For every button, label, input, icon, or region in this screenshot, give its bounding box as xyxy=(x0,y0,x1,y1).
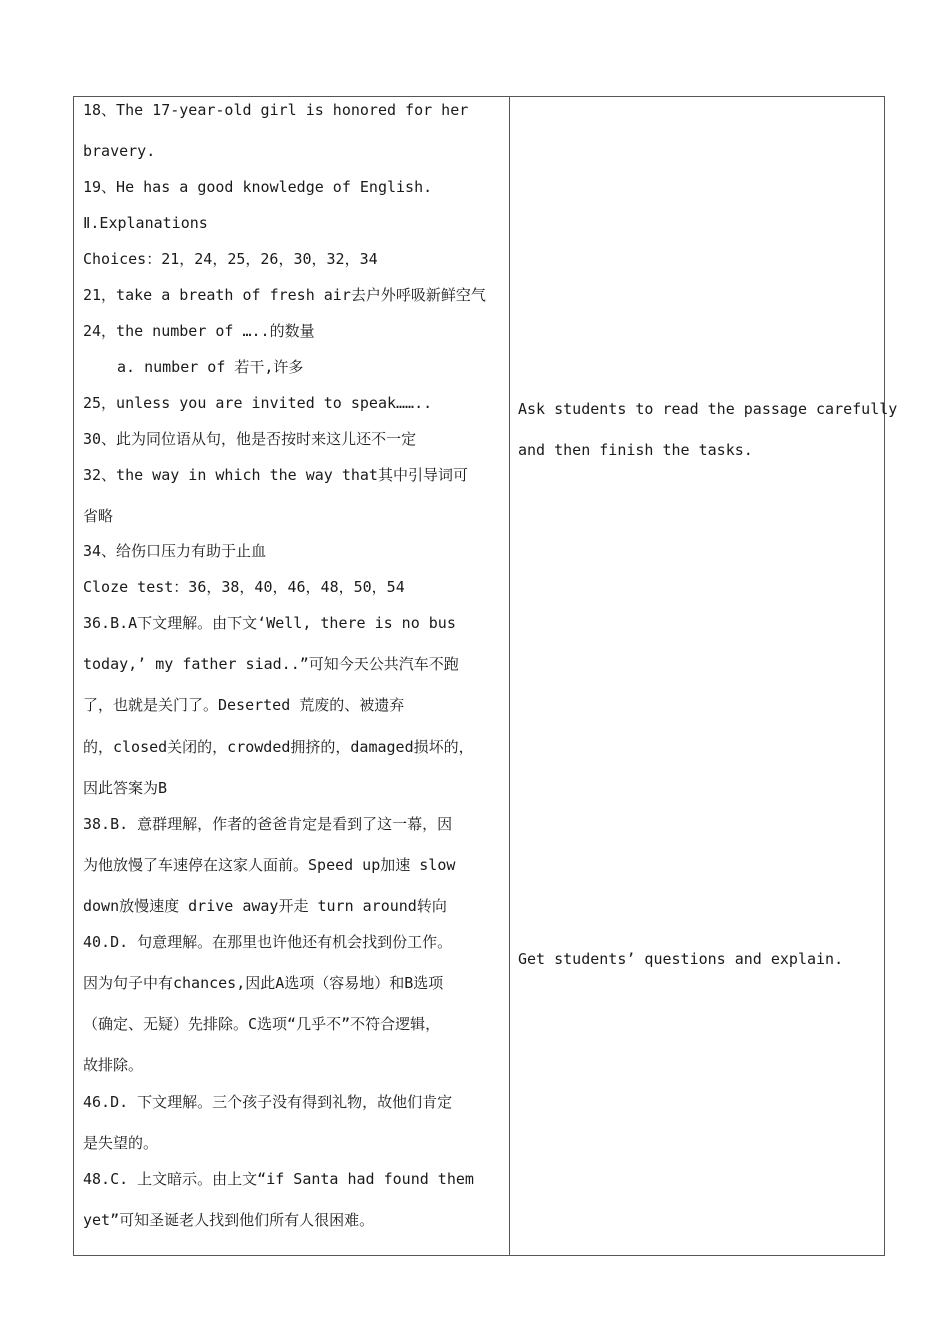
lesson-table xyxy=(73,96,898,1256)
text-line: 因为句子中有chances,因此A选项（容易地）和B选项 xyxy=(83,974,444,992)
text-line: 40.D. 句意理解。在那里也许他还有机会找到份工作。 xyxy=(83,933,453,951)
text-line: 48.C. 上文暗示。由上文“if Santa had found them xyxy=(83,1170,474,1188)
text-line: 36.B.A下文理解。由下文‘Well, there is no bus xyxy=(83,614,456,632)
text-line: 是失望的。 xyxy=(83,1134,159,1152)
text-line: a. number of 若干,许多 xyxy=(117,358,304,376)
text-line: 21，take a breath of fresh air去户外呼吸新鲜空气 xyxy=(83,286,486,304)
text-line: yet”可知圣诞老人找到他们所有人很困难。 xyxy=(83,1211,375,1229)
text-line: 25，unless you are invited to speak…….. xyxy=(83,394,433,412)
section-heading: Cloze test：36，38，40，46，48，50，54 xyxy=(83,578,405,596)
text-line: bravery. xyxy=(83,142,156,160)
text-line: today,’ my father siad..”可知今天公共汽车不跑 xyxy=(83,655,459,673)
text-line: 为他放慢了车速停在这家人面前。Speed up加速 slow xyxy=(83,856,456,874)
text-line: 38.B. 意群理解，作者的爸爸肯定是看到了这一幕，因 xyxy=(83,815,453,833)
text-line: down放慢速度 drive away开走 turn around转向 xyxy=(83,897,447,915)
text-line: 18、The 17-year-old girl is honored for her xyxy=(83,101,469,119)
text-line: 故排除。 xyxy=(83,1056,144,1074)
text-line: 19、He has a good knowledge of English. xyxy=(83,178,433,196)
text-line: 的，closed关闭的，crowded拥挤的，damaged损坏的， xyxy=(83,738,474,756)
text-line: 34、给伤口压力有助于止血 xyxy=(83,542,267,560)
text-line: 46.D. 下文理解。三个孩子没有得到礼物，故他们肯定 xyxy=(83,1093,453,1111)
text-line: 因此答案为B xyxy=(83,779,168,797)
text-line: 省略 xyxy=(83,507,114,525)
activity-text: and then finish the tasks. xyxy=(518,441,753,459)
text-line: Choices：21，24，25，26，30，32，34 xyxy=(83,250,378,268)
text-line: 了，也就是关门了。Deserted 荒废的、被遗弃 xyxy=(83,696,405,714)
column-divider xyxy=(509,97,510,1255)
activity-text: Ask students to read the passage carefully xyxy=(518,400,898,418)
section-heading: Ⅱ.Explanations xyxy=(83,214,208,232)
text-line: 24，the number of …..的数量 xyxy=(83,322,315,340)
activity-text: Get students’ questions and explain. xyxy=(518,950,844,968)
text-line: 32、the way in which the way that其中引导词可 xyxy=(83,466,468,484)
text-line: （确定、无疑）先排除。C选项“几乎不”不符合逻辑， xyxy=(83,1015,441,1033)
text-line: 30、此为同位语从句，他是否按时来这儿还不一定 xyxy=(83,430,417,448)
